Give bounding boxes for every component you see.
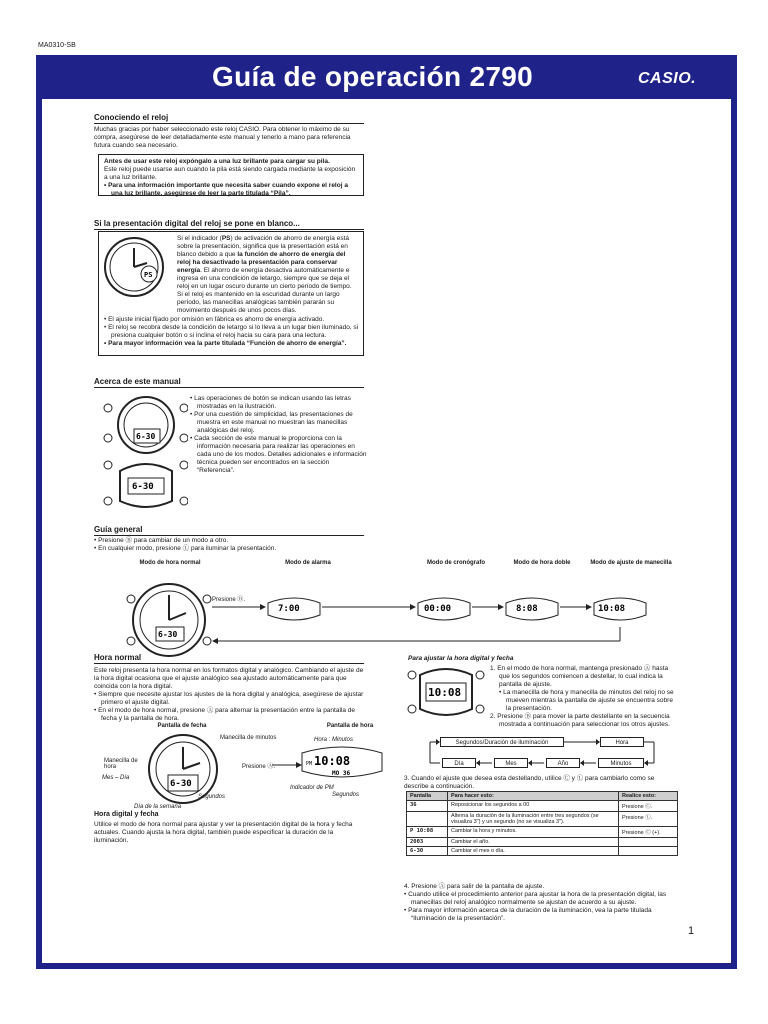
pm-indicator: PM [306,761,313,767]
page-frame [36,55,737,969]
power-saving-box [98,231,364,356]
section-title-normal-time: Hora normal [94,653,364,664]
mode-flow-diagram [210,581,710,651]
step-4-bullet-b: • Para mayor información acerca de la duración de la iluminación, vea la parte titulada “Iluminación de la presentación”. [404,907,680,923]
table-cell: Presione Ⓒ (+). [619,827,678,838]
digital-time-date-text: Utilice el modo de hora normal para ajustar y ver la presentación digital de la hora y fecha actuales. Cuando ajusta la hora digital, también puede especificar la duración de la iluminación. [94,821,353,844]
table-cell: Reposicionar los segundos a 00 [448,801,619,812]
battery-notice-bold: Antes de usar este reloj expóngalo a una luz brillante para cargar su pila. [104,158,330,165]
manual-bullet-3: • Cada sección de este manual le proporciona con la información necesaria para realizar las operaciones en cada uno de los modos. Detalles adicionales e información técnica pueden ser encontrados en la sección “Referencia”. [190,435,368,475]
time-screen-label: Pantalla de hora [326,723,374,729]
set-steps-1-2 [490,665,674,729]
mode-watch-illustration [126,577,212,663]
setting-lcd: 10:08 [428,686,462,699]
mode-label-alarm: Modo de alarma [285,560,331,566]
ps-text-a: Si el indicador ( [177,235,222,242]
watch-button-illustration [98,393,188,513]
hour-minute-label: Hora : Minutos [314,737,354,743]
table-cell: 2003 [407,838,448,847]
section-title-blank-display: Si la presentación digital del reloj se pone en blanco... [94,219,364,230]
battery-notice-box [98,154,364,196]
chrono-lcd: 00:00 [424,604,452,614]
normal-time-bullet-2: • En el modo de hora normal, presione Ⓐ para alternar la presentación entre la pantalla de fecha y la pantalla de hora. [94,707,364,723]
section-title-conociendo: Conociendo el reloj [94,113,364,124]
ps-text-ps: PS [221,235,231,242]
battery-notice-text: Este reloj puede usarse aun cuando la pila está siendo cargada mediante la exposición a una luz brillante. [104,166,356,181]
digital-time-date-heading: Hora digital y fecha [94,811,159,818]
table-cell: 6-30 [407,847,448,856]
manual-bullet-2: • Por una cuestión de simplicidad, las presentaciones de muestra en este manual no muestran las manecillas analógicas del reloj. [190,411,368,435]
alarm-lcd: 7:00 [278,604,300,614]
general-bullet-1: • Presione Ⓑ para cambiar de un modo a otro. [94,537,364,545]
seconds-label-2: Segundos [332,792,360,798]
step-1-bullet: • La manecilla de hora y manecilla de minutos del reloj no se mueven mientras la pantalla de ajuste se encuentra sobre la presentación. [499,689,674,713]
table-cell: 36 [407,801,448,812]
power-saving-text [177,235,359,315]
intro-text: Muchas gracias por haber seleccionado este reloj CASIO. Para obtener lo máximo de su compra, asegúrese de leer detalladamente este manual y tenerlo a mano para referencia futura cuando sea necesario. [94,126,351,149]
settings-table [406,791,678,856]
flow-seconds: Segundos/Duración de iluminación [440,737,564,747]
pm-indicator-label: Indicador de PM [290,785,334,791]
step-1: 1. En el modo de hora normal, mantenga presionado Ⓐ hasta que los segundos comiencen a destellar, lo cual indica la pantalla de ajuste. [490,665,669,688]
manual-bullet-1: • Las operaciones de botón se indican usando las letras mostradas en la ilustración. [190,395,368,411]
table-row [407,838,678,847]
minute-hand-label: Manecilla de minutos [220,735,277,741]
date-screen-label: Pantalla de fecha [157,723,207,729]
ps-text-c: . El ahorro de energía desactiva automáticamente e ingresa en una condición de letargo, siempre que se deja el reloj en un lugar oscuro durante un cierto período de tiempo. Si el reloj es mantenido en la escuridad durante un largo período, las manecillas analógicas también pararán su movimiento después de unos pocos días. [177,267,352,314]
flow-minutes: Minutos [598,758,644,768]
step-2: 2. Presione Ⓑ para mover la parte destellante en la secuencia mostrada a continuación para seleccionar los otros ajustes. [490,713,670,728]
page-title: Guía de operación 2790 [212,61,533,92]
general-bullet-2: • En cualquier modo, presione Ⓛ para iluminar la presentación. [94,545,364,553]
month-day-label: Mes – Día [102,775,130,781]
manual-lcd-top: 6-30 [136,432,156,441]
mode-label-hand-adjust: Modo de ajuste de manecilla [590,560,672,566]
date-lcd: 6-30 [170,779,192,789]
table-cell: P 10:08 [407,827,448,838]
time-lcd: 10:08 [314,754,351,768]
ps-bullet-1: • El ajuste inicial fijado por omisión en fábrica es ahorro de energía activado. [104,316,360,324]
table-row [407,801,678,812]
general-bullets [94,537,364,553]
table-row [407,827,678,838]
setting-watch [406,665,486,719]
set-time-heading: Para ajustar la hora digital y fecha [408,655,514,662]
flow-hour: Hora [600,737,644,747]
normal-time-p1: Este reloj presenta la hora normal en los formatos digital y analógico. Cambiando el ajuste de la hora digital ocasiona que el ajuste analógico sea ajustado automáticamente para que coincida con la hora digital. [94,667,364,690]
table-cell: Presione Ⓒ. [619,801,678,812]
manual-lcd-bottom: 6-30 [132,482,154,492]
weekday-label: Día de la semana [134,804,182,810]
ps-text-bold: la función de ahorro de energía del reloj ha desactivado la presentación para conservar energía [177,251,346,274]
manual-bullets [190,395,368,475]
step-3: 3. Cuando el ajuste que desea esta destellando, utilice Ⓒ y Ⓛ para cambiarlo como se describe a continuación. [404,775,655,790]
table-header-action: Para hacer esto: [448,792,619,801]
page-number: 1 [688,925,695,937]
normal-time-text [94,667,364,723]
table-cell: Cambiar la hora y minutos. [448,827,619,838]
time-screen-lcd [300,745,384,781]
dual-time-lcd: 8:08 [516,604,538,614]
table-cell [619,838,678,847]
table-header-screen: Pantalla [407,792,448,801]
table-header-do: Realice esto: [619,792,678,801]
power-saving-bullets [104,316,360,348]
section-title-general: Guía general [94,525,364,536]
press-b-label: Presione Ⓑ. [212,597,246,603]
flow-year: Año [546,758,580,768]
mode-label-normal: Modo de hora normal [139,560,201,566]
set-steps-4 [404,883,680,923]
hand-adjust-lcd: 10:08 [598,604,626,614]
table-row [407,847,678,856]
brand-logo: CASIO. [638,70,697,87]
ps-bullet-3: • Para mayor información vea la parte titulada “Función de ahorro de energía”. [104,340,360,348]
step-4-bullet-a: • Cuando utilice el procedimiento anterior para ajustar la hora de la presentación digital, las manecillas del reloj analógico normalmente se ajustan de acuerdo a su ajuste. [404,891,680,907]
watch-illustration-ps [103,236,165,298]
time-lcd-sub: MO 36 [332,770,351,777]
table-cell: Cambiar el año. [448,838,619,847]
header-bar [42,61,731,99]
flow-day: Día [442,758,476,768]
flow-month: Mes [494,758,528,768]
ps-bullet-2: • El reloj se recobra desde la condición de letargo si lo lleva a un lugar bien iluminado, si presiona cualquier botón o si inclina el reloj hacia su cara para una lectura. [104,324,360,340]
ps-text-b: ) de activación de ahorro de energía está sobre la presentación, significa que la presentación está en blanco debido a que [177,235,350,258]
section-title-manual: Acerca de este manual [94,377,364,388]
hour-hand-label: Manecilla de hora [104,758,138,770]
table-row [407,812,678,827]
table-cell [407,812,448,827]
mode-label-chrono: Modo de cronógrafo [427,560,485,566]
table-cell: Cambiar el mes o día. [448,847,619,856]
normal-time-bullet-1: • Siempre que necesite ajustar los ajustes de la hora digital y analógica, asegúrese de ajustar primero el ajuste digital. [94,691,364,707]
flow-arrows [426,733,666,773]
seconds-label: Segundos [198,794,226,800]
step-4: 4. Presione Ⓐ para salir de la pantalla de ajuste. [404,883,545,890]
mode-label-dual: Modo de hora doble [513,560,571,566]
press-a-arrow [272,761,302,769]
press-a-label: Presione Ⓐ. [242,764,276,770]
battery-notice-bullet: • Para una información importante que necesita saber cuando expone el reloj a una luz brillante, asegúrese de leer la parte titulada “Pila”. [104,182,358,198]
mode-watch-lcd: 6-30 [158,630,178,639]
table-cell: Presione Ⓛ. [619,812,678,827]
document-code: MA0310-SB [38,42,76,49]
table-cell: Alterna la duración de la iluminación entre tres segundos (se visualiza 3") y un segundo (no se visualiza 3"). [448,812,619,827]
ps-indicator: PS [144,271,153,279]
table-cell [619,847,678,856]
